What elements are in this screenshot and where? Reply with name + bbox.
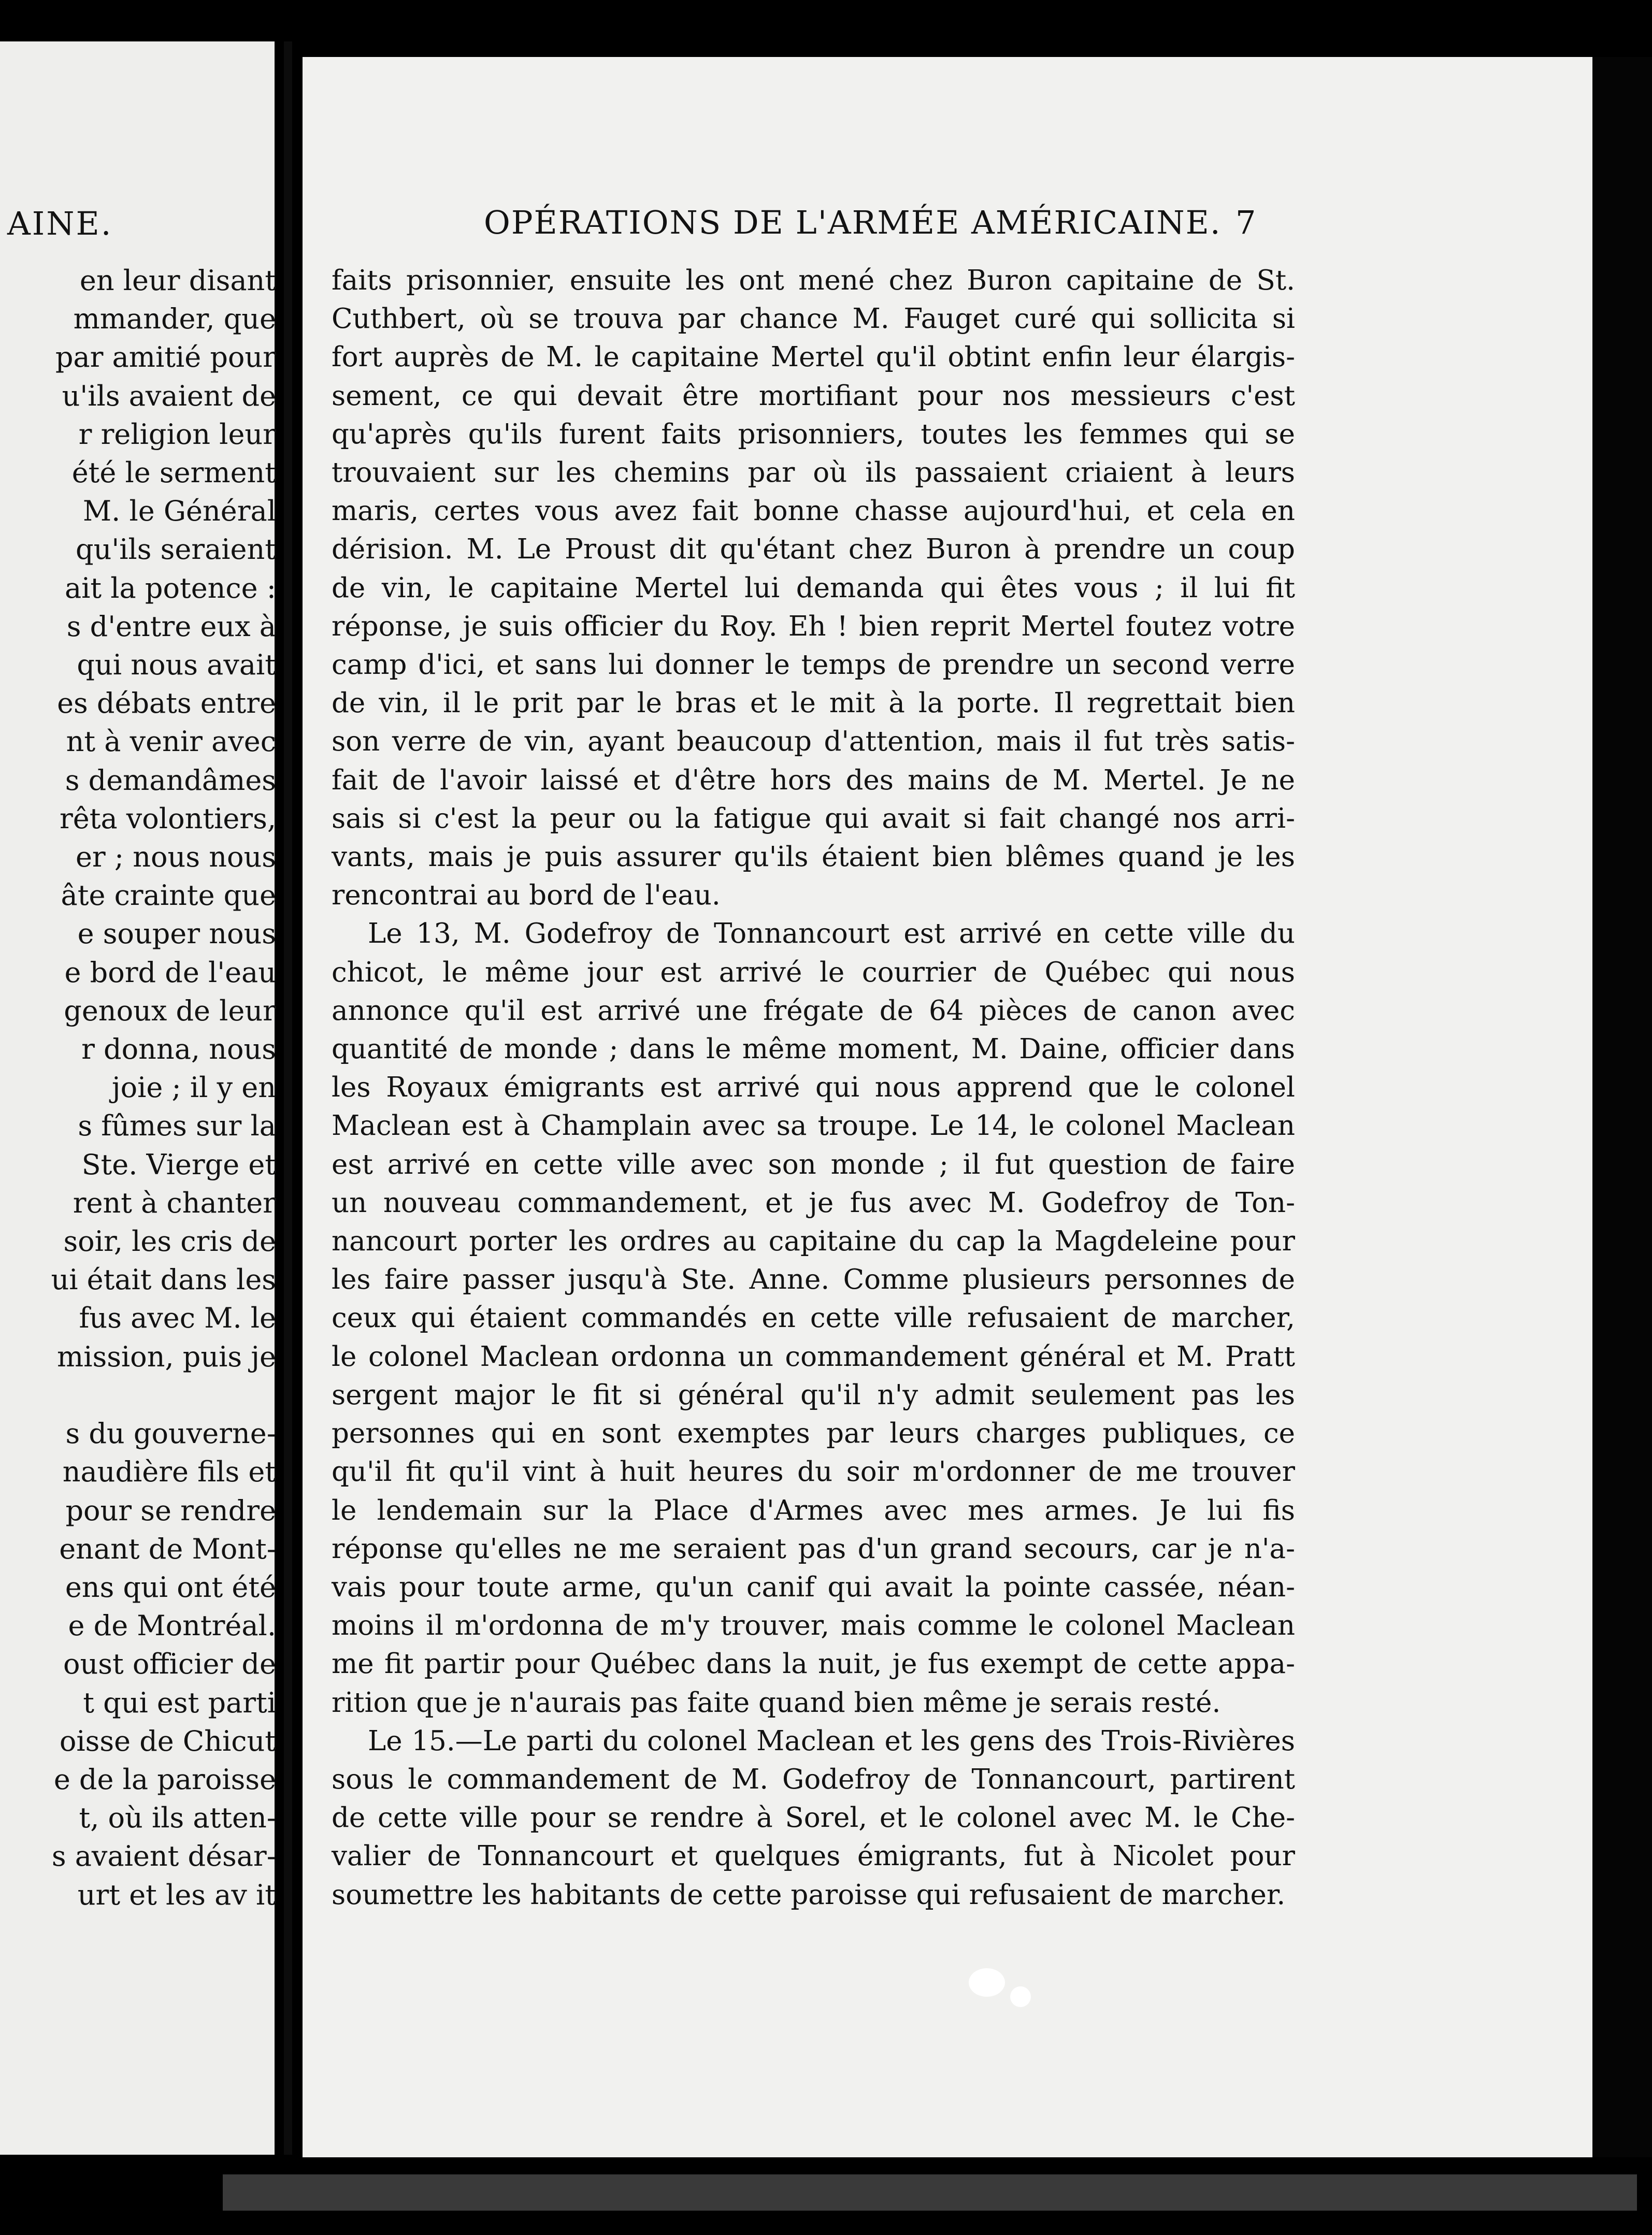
text-line: quantité de monde ; dans le même moment, M. Daine, officier dans: [332, 1033, 1295, 1065]
left-text-line: s avaient désar-: [51, 1840, 276, 1873]
left-text-line: s demandâmes: [65, 763, 276, 797]
text-line: maris, certes vous avez fait bonne chasse aujourd'hui, et cela en: [332, 495, 1295, 527]
text-line: de vin, il le prit par le bras et le mit à la porte. Il regrettait bien: [332, 687, 1295, 719]
left-text-line: joie ; il y en: [111, 1071, 276, 1104]
left-text-line: oust officier de: [63, 1648, 276, 1681]
text-line: réponse qu'elles ne me seraient pas d'un grand secours, car je n'a-: [332, 1533, 1295, 1565]
left-text-line: enant de Mont-: [59, 1532, 276, 1565]
left-text-line: mmander, que: [73, 302, 276, 336]
left-text-line: par amitié pour: [55, 341, 276, 374]
left-page-text: [4, 262, 276, 1914]
text-line: dérision. M. Le Proust dit qu'étant chez Buron à prendre un coup: [332, 533, 1295, 566]
left-text-line: M. le Général: [82, 495, 276, 528]
left-text-line: s du gouverne-: [65, 1417, 276, 1450]
left-text-line: ait la potence :: [64, 571, 276, 604]
left-text-line: s fûmes sur la: [78, 1109, 276, 1143]
text-line: rition que je n'aurais pas faite quand bien même je serais resté.: [332, 1686, 1221, 1719]
text-line: est arrivé en cette ville avec son monde ; il fut question de faire: [332, 1148, 1295, 1180]
text-line: Le 15.—Le parti du colonel Maclean et les gens des Trois-Rivières: [368, 1725, 1295, 1757]
left-text-line: été le serment: [71, 456, 276, 489]
text-line: sement, ce qui devait être mortifiant pour nos messieurs c'est: [332, 380, 1295, 412]
left-text-line: t, où ils atten-: [79, 1801, 276, 1835]
text-line: le lendemain sur la Place d'Armes avec mes armes. Je lui fis: [332, 1494, 1295, 1526]
text-line: qu'après qu'ils furent faits prisonniers, toutes les femmes qui se: [332, 418, 1295, 450]
text-line: un nouveau commandement, et je fus avec M. Godefroy de Ton-: [332, 1187, 1295, 1219]
left-text-line: fus avec M. le: [79, 1302, 276, 1335]
text-line: Cuthbert, où se trouva par chance M. Fauget curé qui sollicita si: [332, 303, 1295, 335]
left-text-line: e souper nous: [77, 917, 276, 950]
left-text-line: er ; nous nous: [75, 841, 276, 874]
left-text-line: nt à venir avec: [66, 725, 276, 758]
text-line: sous le commandement de M. Godefroy de Tonnancourt, partirent: [332, 1763, 1295, 1795]
left-text-line: qu'ils seraient: [76, 533, 276, 566]
left-text-line: mission, puis je: [57, 1340, 276, 1373]
text-line: les faire passer jusqu'à Ste. Anne. Comme plusieurs personnes de: [332, 1264, 1295, 1296]
left-text-line: r religion leur: [78, 417, 276, 451]
scan-edge: [1592, 57, 1652, 2157]
text-line: vants, mais je puis assurer qu'ils étaient bien blêmes quand je les: [332, 841, 1295, 873]
text-line: de vin, le capitaine Mertel lui demanda qui êtes vous ; il lui fit: [332, 572, 1295, 604]
text-line: le colonel Maclean ordonna un commandement général et M. Pratt: [332, 1340, 1295, 1373]
text-line: annonce qu'il est arrivé une frégate de 64 pièces de canon avec: [332, 994, 1295, 1027]
left-text-line: qui nous avait: [77, 648, 276, 682]
paragraph: [332, 1722, 1295, 1914]
page-header: OPÉRATIONS DE L'ARMÉE AMÉRICAINE.: [484, 204, 1222, 241]
left-text-line: [4, 1376, 276, 1415]
left-text-line: naudière fils et: [62, 1455, 276, 1489]
left-text-line: r donna, nous: [81, 1033, 276, 1066]
scan-bottom-strip: [223, 2174, 1637, 2211]
text-line: faits prisonnier, ensuite les ont mené chez Buron capitaine de St.: [332, 265, 1295, 296]
text-line: camp d'ici, et sans lui donner le temps de prendre un second verre: [332, 649, 1295, 681]
left-text-line: soir, les cris de: [63, 1225, 276, 1258]
left-text-line: es débats entre: [57, 687, 276, 720]
left-text-line: genoux de leur: [64, 994, 276, 1027]
text-line: trouvaient sur les chemins par où ils passaient criaient à leurs: [332, 457, 1295, 489]
left-text-line: rêta volontiers,: [59, 802, 276, 835]
text-line: de cette ville pour se rendre à Sorel, et le colonel avec M. le Che-: [332, 1802, 1295, 1834]
text-line: personnes qui en sont exemptes par leurs charges publiques, ce: [332, 1418, 1295, 1450]
text-line: chicot, le même jour est arrivé le courrier de Québec qui nous: [332, 956, 1295, 988]
text-line: sais si c'est la peur ou la fatigue qui avait si fait changé nos arri-: [332, 802, 1295, 834]
body-text: [332, 262, 1295, 1914]
left-text-line: oisse de Chicut: [59, 1724, 276, 1757]
scan-speck: [1010, 1986, 1031, 2007]
text-line: les Royaux émigrants est arrivé qui nous apprend que le colonel: [332, 1072, 1295, 1104]
paragraph: [332, 262, 1295, 915]
text-line: réponse, je suis officier du Roy. Eh ! bien reprit Mertel foutez votre: [332, 610, 1295, 642]
text-line: moins il m'ordonna de m'y trouver, mais comme le colonel Maclean: [332, 1610, 1295, 1642]
left-text-line: e bord de l'eau: [64, 956, 276, 989]
text-line: vais pour toute arme, qu'un canif qui avait la pointe cassée, néan-: [332, 1571, 1295, 1603]
gutter: [284, 41, 292, 2155]
left-text-line: en leur disant: [79, 264, 276, 297]
left-page-header: AINE.: [7, 205, 113, 242]
page-number: 7: [1236, 204, 1256, 241]
text-line: Le 13, M. Godefroy de Tonnancourt est arrivé en cette ville du: [368, 918, 1295, 950]
left-text-line: Ste. Vierge et: [81, 1148, 276, 1181]
left-text-line: t qui est parti: [83, 1686, 276, 1719]
text-line: fait de l'avoir laissé et d'être hors des mains de M. Mertel. Je ne: [332, 764, 1295, 796]
left-text-line: e de Montréal.: [68, 1609, 276, 1642]
text-line: sergent major le fit si général qu'il n'y admit seulement pas les: [332, 1379, 1295, 1411]
text-line: nancourt porter les ordres au capitaine du cap la Magdeleine pour: [332, 1225, 1295, 1258]
left-text-line: s d'entre eux à: [66, 610, 276, 643]
left-text-line: âte crainte que: [61, 879, 276, 912]
text-line: Maclean est à Champlain avec sa troupe. Le 14, le colonel Maclean: [332, 1110, 1295, 1142]
text-line: soumettre les habitants de cette paroisse qui refusaient de marcher.: [332, 1879, 1286, 1911]
left-text-line: ui était dans les: [51, 1263, 276, 1296]
left-text-line: rent à chanter: [73, 1186, 276, 1219]
text-line: rencontrai au bord de l'eau.: [332, 879, 721, 912]
text-line: qu'il fit qu'il vint à huit heures du soir m'ordonner de me trouver: [332, 1456, 1295, 1488]
left-text-line: u'ils avaient de: [62, 379, 276, 412]
left-text-line: e de la paroisse: [53, 1763, 276, 1796]
left-text-line: ens qui ont été: [65, 1570, 276, 1604]
paragraph: [332, 915, 1295, 1722]
text-line: son verre de vin, ayant beaucoup d'attention, mais il fut très satis-: [332, 726, 1295, 758]
left-text-line: pour se rendre: [65, 1494, 276, 1527]
text-line: ceux qui étaient commandés en cette ville refusaient de marcher,: [332, 1302, 1295, 1334]
text-line: valier de Tonnancourt et quelques émigrants, fut à Nicolet pour: [332, 1840, 1295, 1872]
text-line: me fit partir pour Québec dans la nuit, je fus exempt de cette appa-: [332, 1648, 1295, 1680]
scan-speck: [969, 1968, 1005, 1997]
left-text-line: urt et les av it: [77, 1878, 276, 1911]
text-line: fort auprès de M. le capitaine Mertel qu'il obtint enfin leur élargis-: [332, 341, 1295, 373]
